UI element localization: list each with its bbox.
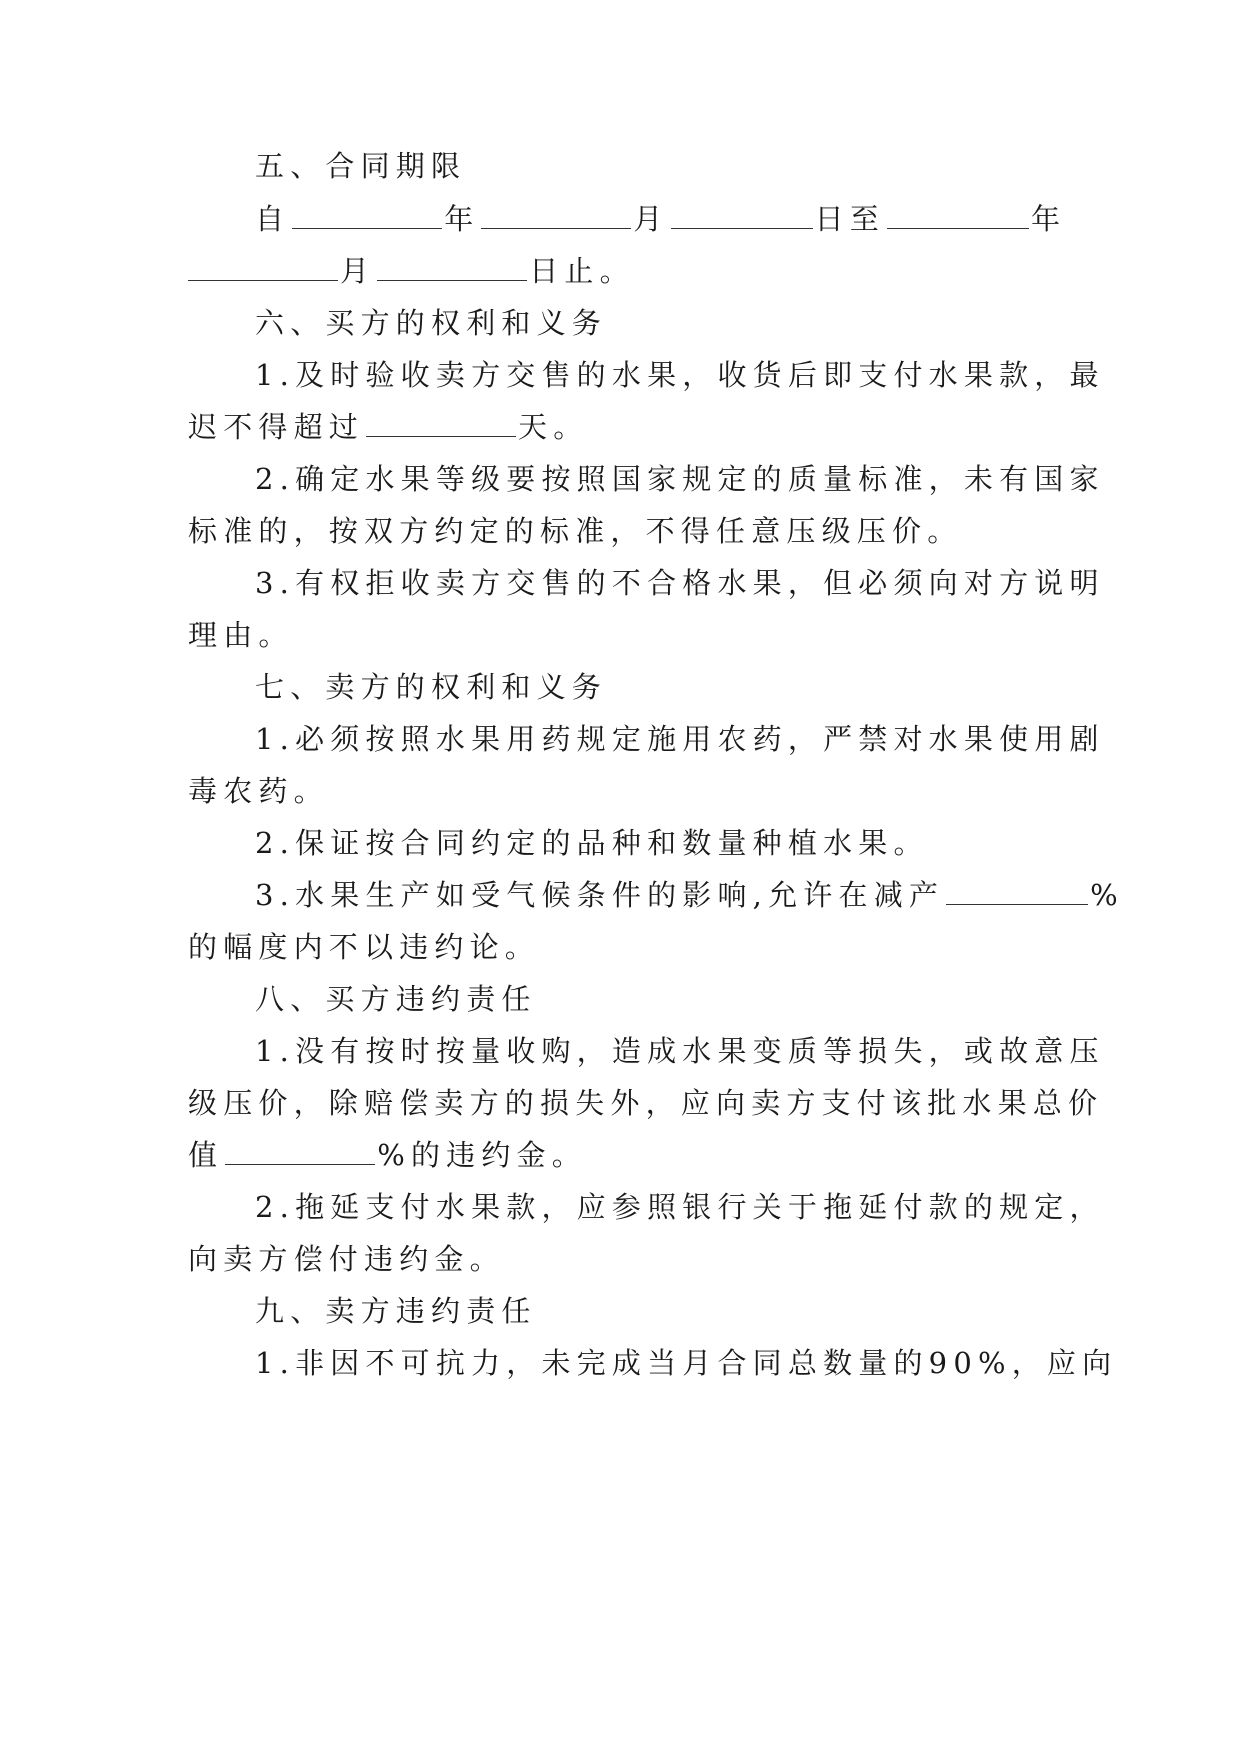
- section-heading-seller-liability: 九、卖方违约责任: [255, 1294, 537, 1328]
- section-heading-contract-period: 五、合同期限: [255, 149, 467, 183]
- buyer-liability-item-1-line-1: 1.没有按时按量收购，造成水果变质等损失，或故意压: [255, 1034, 1105, 1068]
- section-heading-buyer-liability: 八、买方违约责任: [255, 982, 537, 1016]
- buyer-item-1-line-2: 迟不得超过 天。: [188, 410, 589, 444]
- buyer-item-3-line-2: 理由。: [188, 618, 294, 652]
- section-heading-seller-rights: 七、卖方的权利和义务: [255, 670, 608, 704]
- seller-item-1-line-2: 毒农药。: [188, 774, 329, 808]
- buyer-liability-item-1-line-3: 值 %的违约金。: [188, 1138, 587, 1172]
- blank-penalty-percent[interactable]: [225, 1138, 375, 1165]
- seller-item-3-line-2: 的幅度内不以违约论。: [188, 930, 541, 964]
- buyer-item-2-line-1: 2.确定水果等级要按照国家规定的质量标准，未有国家: [255, 462, 1105, 496]
- buyer-item-1-line-1: 1.及时验收卖方交售的水果，收货后即支付水果款，最: [255, 358, 1105, 392]
- blank-start-day[interactable]: [671, 202, 813, 229]
- blank-end-month[interactable]: [188, 254, 338, 281]
- buyer-liability-item-2-line-1: 2.拖延支付水果款，应参照银行关于拖延付款的规定，: [255, 1190, 1105, 1224]
- buyer-liability-item-2-line-2: 向卖方偿付违约金。: [188, 1242, 505, 1276]
- seller-liability-item-1-line-1: 1.非因不可抗力，未完成当月合同总数量的90%，应向: [255, 1346, 1118, 1380]
- buyer-item-3-line-1: 3.有权拒收卖方交售的不合格水果，但必须向对方说明: [255, 566, 1105, 600]
- section-heading-buyer-rights: 六、买方的权利和义务: [255, 306, 608, 340]
- blank-yield-reduction-percent[interactable]: [946, 878, 1088, 905]
- blank-end-day[interactable]: [377, 254, 527, 281]
- seller-item-1-line-1: 1.必须按照水果用药规定施用农药，严禁对水果使用剧: [255, 722, 1105, 756]
- buyer-item-2-line-2: 标准的，按双方约定的标准，不得任意压级压价。: [188, 514, 963, 548]
- blank-start-year[interactable]: [292, 202, 442, 229]
- blank-payment-days[interactable]: [366, 410, 516, 437]
- blank-start-month[interactable]: [481, 202, 631, 229]
- buyer-liability-item-1-line-2: 级压价，除赔偿卖方的损失外，应向卖方支付该批水果总价: [188, 1086, 1104, 1120]
- contract-period-line-2: 月 日止。: [188, 251, 1068, 291]
- blank-end-year[interactable]: [887, 202, 1029, 229]
- contract-period-line: 自 年 月 日至 年: [255, 202, 1067, 236]
- seller-item-2-line-1: 2.保证按合同约定的品种和数量种植水果。: [255, 826, 929, 860]
- seller-item-3-line-1: 3.水果生产如受气候条件的影响,允许在减产 %: [255, 878, 1124, 912]
